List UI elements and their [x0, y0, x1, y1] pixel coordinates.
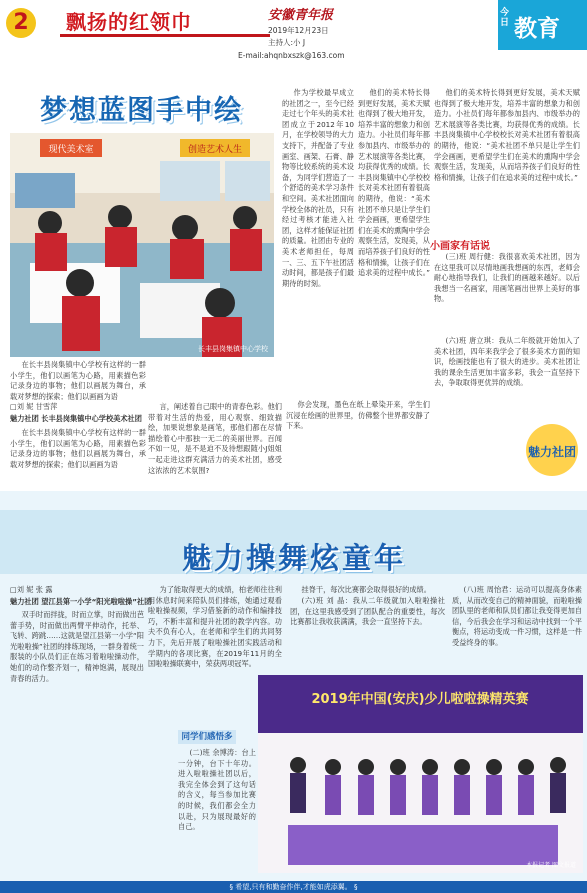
article2-subheading: 同学们感悟多 — [178, 730, 236, 744]
art-class-photo — [10, 133, 274, 357]
photo2-credit: 本报记者 图文报道 — [526, 862, 576, 869]
article1-column-1: 在长丰县岗集镇中心学校有这样的一群小学生，他们以画笔为心路，用素描色彩记录身边的事物；他们以画展为舞台，承载对梦想的探索；他们以画画为语 — [10, 428, 146, 469]
article1-headline: 梦想蓝图手中绘 — [40, 95, 243, 126]
article1-column-6: 他们的美术特长得到更好发展，美术天赋也得到了极大地开发，培养丰富的想象力和创造力。小社员们每年都参加县内、市级举办的艺术展演等各类比赛，均获得优秀的成绩。长丰县岗集镇中心学校校长对美术社团有着很高的期待，他说：“美术社团不单只是让学生们学会画画，更希望学生们在美术的熏陶中学会观察生活，发现美，从而培养孩子们良好的性格和情操，让孩子们在追求美的过程中成长。” — [434, 88, 580, 182]
article2-column-3: 挂脊干，每次比赛都会取得很好的成绩。 — [301, 585, 431, 594]
quote-liu: (六)班 刘 晶：我从二年级就加入啦啦操社团，在这里我感受到了团队配合的重要性，每次比赛都让我收获满满，我会一直坚持下去。 — [290, 596, 445, 627]
quote-zhou: (三)班 周行健：我很喜欢美术社团，因为在这里我可以尽情地画我想画的东西，老师会耐心地指导我们，让我们的画越来越好。以后我想当一名画家，用画笔画出世界上美好的事物。 — [434, 252, 580, 304]
article2-headline: 魅力操舞炫童年 — [182, 541, 407, 575]
column-tag-big: 教育 — [514, 16, 560, 42]
article2-column-2: 为了能取得更大的成绩，柏老师往往利用休息时间来陪队员们排练，她通过观看啦啦操视频，学习借鉴新的动作和编排技巧，不断丰富和提升社团的教学内容。功夫不负有心人，在老师和学生们的共同努力下，先后开展了啦啦操社团实践活动和学期内的各项比赛，在2019年11月的全国啦啦操联赛中，荣获两项冠军。 — [148, 585, 282, 669]
article1-byline: □刘 妮 甘雪萍 — [10, 402, 58, 411]
art-class-illustration — [10, 133, 274, 357]
article1-column-5: 你会发现，墨色在纸上晕染开来，学生们沉浸在绘画的世界里，仿佛整个世界都安静了下来。 — [286, 400, 430, 431]
article2-subtitle: 魅力社团 望江县第一小学“阳光啦啦操”社团 — [10, 597, 152, 606]
article2-column-1: 双手时而拌拢，时而立掌，时而做出芭蕾手势，时而做出两臂平伸动作，托举、飞转、跨跳……这就是望江县第一小学“阳光啦啦操”社团的排练现场，一群身着统一服装的小队员们正在练习着啦啦操动作，她们的动作整齐划一，精神饱满，展现出青春的活力。 — [10, 610, 144, 683]
charm-label: 魅力社团 — [527, 445, 577, 459]
photo-credit: 长丰县岗集镇中心学校 — [198, 345, 268, 353]
issue-date: 2019年12月23日 — [268, 26, 329, 35]
header-divider — [60, 34, 270, 37]
email: E-mail:ahqnbxszk@163.com — [238, 51, 345, 60]
quote-yu: (二)班 余博涛：台上一分钟，台下十年功。进入啦啦操社团以后，我完全体会到了这句话的含义，每当参加比赛的时候，我们都会全力以赴，只为展现最好的自己。 — [178, 748, 256, 832]
article2-byline: □刘 妮 张 露 — [10, 585, 53, 594]
page-header — [0, 0, 587, 62]
article1-column-3: 作为学校最早成立的社团之一，至今已经走过七个年头的美术社团成立于2012年10月，在学校领导的大力支持下，并配备了专业画室、画架、石膏、静物等比较系统的美术设备，为同学们营造了一个舒适的美术学习条件和空间。美术社团面向学校全体的社员，只有经过考核才能进入社团，这样才能保证社团的质量。社团由专业的美术老师担任，每周一、三、五下午社团活动时间，都是孩子们最期待的时刻。 — [282, 88, 354, 288]
page-title: 飘扬的红领巾 — [66, 10, 192, 34]
article1-column-1-top: 在长丰县岗集镇中心学校有这样的一群小学生，他们以画笔为心路，用素描色彩记录身边的事物；他们以画展为舞台，承载对梦想的探索；他们以画画为语 — [10, 360, 146, 400]
photo-sign-1: 现代美术室 — [48, 145, 94, 155]
quote-zhou-2: (八)班 周怡君：运动可以提高身体素质，从而改变自己的精神面貌，而啦啦操团队里的老师和队员们都让我变得更加自信，今后我会在学习和运动中找到一个平衡点，将运动变成一件习惯，这样是一件受益终身的事。 — [452, 585, 582, 647]
photo-banner-text: 2019年中国(安庆)少儿啦啦操精英赛 — [311, 692, 529, 707]
charm-club-badge — [520, 420, 584, 480]
footer-slogan: § 希望,只有和勤奋作伴,才能如虎添翼。 § — [0, 881, 587, 893]
photo-sign-2: 创造艺术人生 — [187, 145, 243, 155]
column-tag-small: 今日 — [500, 8, 510, 28]
column-tag — [498, 0, 587, 50]
newspaper-name: 安徽青年报 — [268, 8, 334, 23]
article1-column-2: 言，阐述着自己眼中的青春色彩。他们带着对生活的热爱，用心观察、细致描绘，加果说想象是画笔，那他们都在尽情描绘着心中那独一无二的美丽世界。百闻不如一见，是不是迫不及待想跟随小J姐姐一起走进这群充满活力的美术社团，感受这浓浓的艺术氛围? — [148, 402, 282, 475]
editor: 主持人:小 J — [268, 38, 306, 47]
cheerleading-photo — [258, 675, 583, 873]
section-heading: 小画家有话说 — [430, 241, 490, 252]
quote-tang: (六)班 唐立琪：我从二年级就开始加入了美术社团，四年来我学会了很多美术方面的知识，绘画技能也有了很大的进步。美术社团让我的课余生活更加丰富多彩，我会一直坚持下去，争取取得更优异的成绩。 — [434, 336, 580, 388]
article1-subtitle: 魅力社团 长丰县岗集镇中心学校美术社团 — [10, 414, 142, 423]
article1-column-4: 他们的美术特长得到更好发展，美术天赋也得到了极大地开发，培养丰富的想象力和创造力。小社员们每年都参加县内、市级举办的艺术展演等各类比赛，均获得优秀的成绩。长丰县岗集镇中心学校校长对美术社团有着很高的期待，他说：“美术社团不单只是让学生们学会画画，更希望学生们在美术的熏陶中学会观察生活，发现美，从而培养孩子们良好的性格和情操，让孩子们在追求美的过程中成长。” — [358, 88, 430, 278]
page-number: 2 — [6, 8, 36, 38]
